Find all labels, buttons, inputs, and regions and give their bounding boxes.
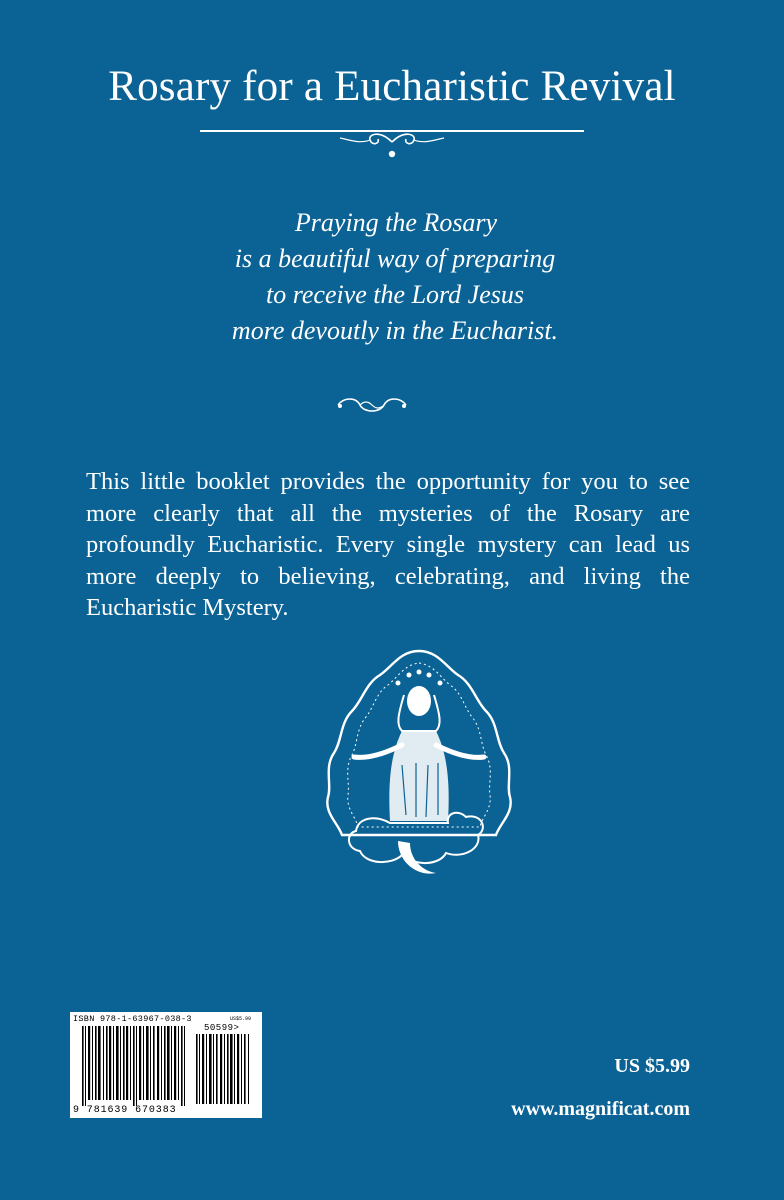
quote-line: Praying the Rosary (294, 208, 498, 237)
book-description: This little booklet provides the opportunity for you to see more clearly that all the mysteries of the Rosary are profoundly Eucharistic. Every single mystery can lead us more deeply to believing, celebrating, and living the Eucharistic Mystery. (86, 468, 690, 622)
quote-line: to receive the Lord Jesus (266, 280, 524, 309)
publisher-website: www.magnificat.com (511, 1098, 690, 1120)
isbn-text: ISBN 978-1-63967-038-3 (73, 1014, 192, 1024)
quote-block (0, 205, 784, 349)
barcode-price-code: US$5.99 (230, 1016, 252, 1022)
scroll-flourish-icon (334, 393, 410, 417)
barcode-icon (70, 1012, 262, 1118)
quote-line: is a beautiful way of preparing (234, 244, 556, 273)
virgin-mary-illustration (306, 645, 532, 885)
ean-digits: 9 781639 670383 (73, 1105, 177, 1116)
barcode-label (70, 1012, 262, 1118)
book-title: Rosary for a Eucharistic Revival (108, 63, 676, 110)
cover-price: US $5.99 (614, 1055, 690, 1077)
quote-line: more devoutly in the Eucharist. (231, 316, 559, 345)
flourish-divider-icon (200, 120, 584, 162)
barcode-addon-digits: 50599> (204, 1023, 240, 1033)
